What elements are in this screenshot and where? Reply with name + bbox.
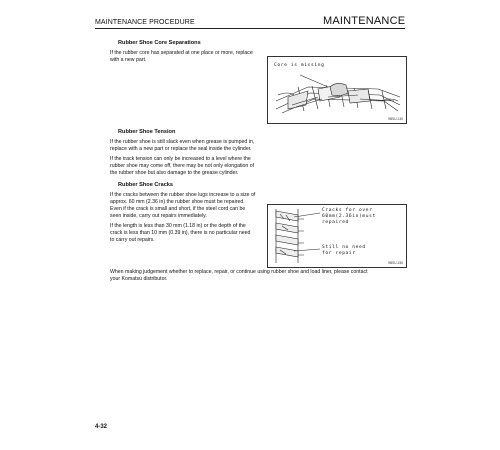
text-line: Even if the crack is small and short, if the steel cord can be — [110, 206, 246, 212]
header-section-title: MAINTENANCE PROCEDURE — [95, 19, 195, 26]
figure-label-cracks-repair — [322, 208, 376, 226]
heading-shoe-cracks: Rubber Shoe Cracks — [118, 182, 174, 188]
text-line: When making judgement whether to replace, repair, or continue using rubber shoe and load liner, please contact — [110, 269, 368, 275]
paragraph-core-separations — [110, 50, 253, 64]
leader-line — [300, 75, 328, 87]
text-line: approx. 60 mm (2.36 in) the rubber shoe must be repaired. — [110, 199, 245, 205]
text-line: crack is less than 10 mm (0.39 in), there is no particular need — [110, 230, 251, 236]
text-line: your Komatsu distributor. — [110, 276, 168, 282]
text-line: If the rubber shoe is still slack even when grease is pumped in, — [110, 139, 255, 145]
label-line: Still no need — [322, 245, 366, 250]
text-line: to carry out repairs. — [110, 237, 155, 243]
header-chapter-title: MAINTENANCE — [323, 15, 406, 27]
paragraph-shoe-cracks — [110, 192, 255, 244]
text-line: If the cracks between the rubber shoe lugs increase to a size of — [110, 192, 256, 198]
text-line: If the rubber core has separated at one place or more, replace — [110, 50, 253, 56]
label-line: for repair — [322, 251, 356, 256]
figure-core-missing — [267, 56, 407, 124]
figure-shoe-cracks — [267, 204, 407, 268]
label-line: 60mm(2.36in)must — [322, 214, 376, 219]
heading-core-separations: Rubber Shoe Core Separations — [118, 40, 201, 46]
figure-label-core-missing: Core is missing — [274, 63, 325, 68]
page-number: 4-32 — [95, 424, 108, 430]
paragraph-closing-note — [110, 269, 368, 283]
figure-label-no-repair — [322, 245, 366, 257]
heading-shoe-tension: Rubber Shoe Tension — [118, 129, 176, 135]
figure-code: 9BSU-150 — [388, 261, 403, 265]
label-line: Cracks for over — [322, 208, 373, 213]
figure-code: 9BSU-140 — [388, 117, 403, 121]
header-divider — [95, 28, 405, 29]
text-line: If the track tension can only be increased to a level where the — [110, 156, 251, 162]
text-line: the rubber shoe but also damage to the grease cylinder. — [110, 170, 239, 176]
paragraph-shoe-tension — [110, 139, 254, 177]
text-line: seen inside, carry out repairs immediately. — [110, 213, 207, 219]
text-line: with a new part. — [110, 57, 147, 63]
text-line: rubber shoe may come off, there may be not only elongation of — [110, 163, 255, 169]
text-line: If the length is less than 30 mm (1.18 in) or the depth of the — [110, 223, 246, 229]
label-line: repaired — [322, 220, 349, 225]
text-line: replace with a new part or replace the seal inside the cylinder. — [110, 146, 252, 152]
